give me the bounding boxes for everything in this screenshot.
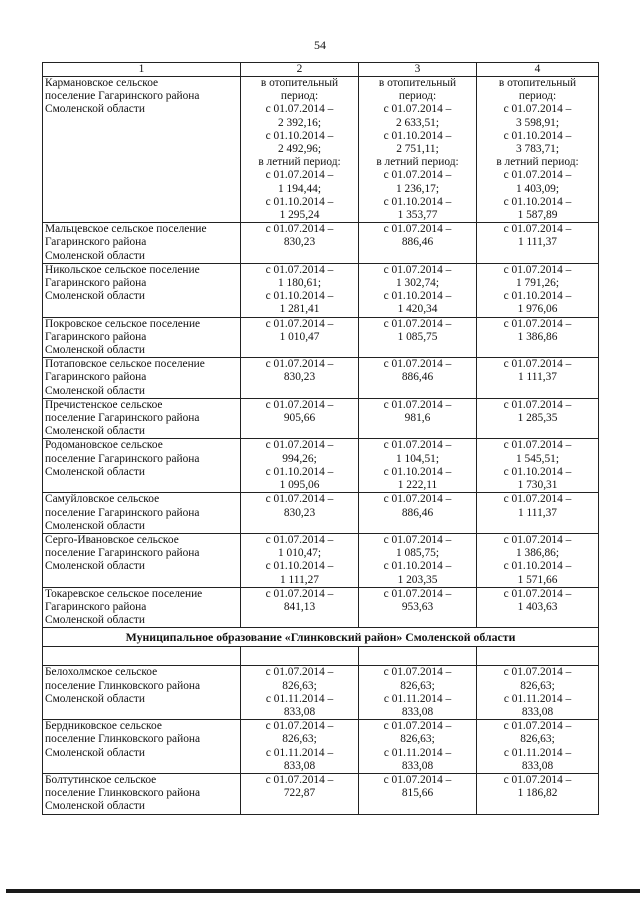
empty-cell [359, 647, 477, 666]
tariff-column-3-line: 1 236,17; [395, 182, 440, 195]
tariff-column-3-line: 981,6 [404, 412, 431, 425]
settlement-name-line: Смоленской области [45, 800, 145, 813]
tariff-column-2-line: с 01.11.2014 – [265, 746, 334, 759]
bottom-rule [6, 889, 640, 893]
tariff-column-2 [241, 533, 359, 587]
tariff-column-3-line: 886,46 [401, 371, 434, 384]
tariff-column-4-line: 1 791,26; [515, 277, 560, 290]
tariff-column-2-line: с 01.10.2014 – [265, 195, 334, 208]
tariff-column-4-line: с 01.10.2014 – [503, 465, 572, 478]
table-row [43, 223, 599, 264]
tariff-column-4-line: с 01.07.2014 – [503, 398, 572, 411]
tariff-column-4-line: с 01.07.2014 – [503, 666, 572, 679]
settlement-name-line: Покровское сельское поселение [45, 317, 201, 330]
tariff-column-2-line: с 01.07.2014 – [265, 169, 334, 182]
tariff-column-3-line: 2 751,11; [396, 143, 439, 156]
tariff-column-4-line: с 01.07.2014 – [503, 720, 572, 733]
tariff-column-4 [477, 358, 599, 399]
settlement-name [43, 587, 241, 628]
settlement-name-line: Токаревское сельское поселение [45, 587, 203, 600]
settlement-name-line: поселение Глинковского района [45, 787, 201, 800]
tariff-column-3 [359, 773, 477, 814]
settlement-name-line: Смоленской области [45, 290, 145, 303]
table-row [43, 77, 599, 223]
settlement-name-line: Смоленской области [45, 344, 145, 357]
tariff-column-4 [477, 223, 599, 264]
tariff-column-3-line: 1 104,51; [395, 452, 440, 465]
tariff-column-2-line: с 01.07.2014 – [265, 263, 334, 276]
settlement-name-line: Смоленской области [45, 465, 145, 478]
tariff-column-4-line: с 01.07.2014 – [503, 533, 572, 546]
settlement-name-line: поселение Гагаринского района [45, 412, 200, 425]
tariff-column-3-line: с 01.11.2014 – [383, 692, 452, 705]
tariff-column-3-line: с 01.07.2014 – [383, 103, 452, 116]
settlement-name-line: поселение Глинковского района [45, 679, 201, 692]
tariff-column-2-line: с 01.07.2014 – [265, 720, 334, 733]
settlement-name-line: Смоленской области [45, 560, 145, 573]
tariff-column-2-line: с 01.10.2014 – [265, 290, 334, 303]
tariff-column-4-line: 1 403,63 [517, 600, 558, 613]
settlement-name-line: Серго-Ивановское сельское [45, 533, 179, 546]
settlement-name [43, 358, 241, 399]
tariff-column-2-line: с 01.07.2014 – [265, 358, 334, 371]
tariff-column-3 [359, 666, 477, 720]
tariff-column-2 [241, 223, 359, 264]
tariff-column-2-line: 1 010,47; [277, 547, 322, 560]
settlement-name-line: Болтутинское сельское [45, 773, 157, 786]
table-row [43, 358, 599, 399]
settlement-name-line: Гагаринского района [45, 371, 147, 384]
tariff-column-3-line: 833,08 [401, 705, 434, 718]
tariff-column-3-line: с 01.07.2014 – [383, 169, 452, 182]
tariff-column-3 [359, 398, 477, 439]
settlement-name-line: поселение Гагаринского района [45, 506, 200, 519]
tariff-column-3 [359, 223, 477, 264]
tariff-column-4-line: с 01.07.2014 – [503, 169, 572, 182]
tariff-column-4 [477, 439, 599, 493]
tariff-column-2 [241, 773, 359, 814]
tariff-column-4-line: с 01.07.2014 – [503, 587, 572, 600]
settlement-name-line: Смоленской области [45, 692, 145, 705]
tariff-column-4 [477, 317, 599, 358]
tariff-column-3-line: 1 085,75; [395, 547, 440, 560]
tariff-column-2-line: с 01.10.2014 – [265, 465, 334, 478]
settlement-name-line: поселение Гагаринского района [45, 547, 200, 560]
tariff-column-2-line: с 01.07.2014 – [265, 666, 334, 679]
table-row [43, 263, 599, 317]
tariff-column-4-line: 1 111,37 [517, 371, 558, 384]
tariff-column-4-line: 833,08 [521, 705, 554, 718]
tariff-column-3 [359, 77, 477, 223]
settlement-name-line: Гагаринского района [45, 236, 147, 249]
tariff-column-4-line: 1 186,82 [517, 787, 558, 800]
settlement-name [43, 398, 241, 439]
tariff-column-3-line: с 01.07.2014 – [383, 317, 452, 330]
tariff-column-4-line: период: [518, 90, 557, 103]
tariff-column-4-line: с 01.10.2014 – [503, 195, 572, 208]
tariff-column-2 [241, 587, 359, 628]
tariff-column-3 [359, 263, 477, 317]
settlement-name-line: Смоленской области [45, 746, 145, 759]
settlement-name [43, 223, 241, 264]
settlement-name [43, 317, 241, 358]
tariff-column-4-line: 1 386,86 [517, 330, 558, 343]
tariff-column-2-line: с 01.07.2014 – [265, 773, 334, 786]
tariff-column-3-line: с 01.07.2014 – [383, 263, 452, 276]
settlement-name-line: Смоленской области [45, 249, 145, 262]
tariff-column-4-line: 1 111,37 [517, 506, 558, 519]
tariff-column-2-line: 830,23 [283, 506, 316, 519]
table-row [43, 666, 599, 720]
tariff-column-3-line: 886,46 [401, 506, 434, 519]
tariff-column-2-line: с 01.07.2014 – [265, 587, 334, 600]
tariff-column-4 [477, 493, 599, 534]
tariff-column-3-line: 1 302,74; [395, 277, 440, 290]
tariff-column-3-line: с 01.07.2014 – [383, 439, 452, 452]
tariff-column-2-line: 841,13 [283, 600, 316, 613]
tariff-column-3-line: с 01.07.2014 – [383, 223, 452, 236]
table-row [43, 398, 599, 439]
tariff-column-2-line: в летний период: [258, 156, 341, 169]
tariff-column-4-line: с 01.07.2014 – [503, 223, 572, 236]
tariff-column-4-line: 1 587,89 [517, 209, 558, 222]
tariff-column-3-line: с 01.10.2014 – [383, 465, 452, 478]
tariff-column-4-line: 1 730,31 [517, 479, 558, 492]
tariff-column-3 [359, 317, 477, 358]
tariff-column-3-line: в летний период: [376, 156, 459, 169]
column-number-3: 3 [359, 63, 477, 77]
tariff-column-4 [477, 398, 599, 439]
settlement-name-line: Гагаринского района [45, 600, 147, 613]
tariff-column-2-line: 994,26; [282, 452, 317, 465]
tariff-column-3-line: 1 203,35 [397, 573, 438, 586]
settlement-name-line: Смоленской области [45, 103, 145, 116]
tariff-column-2 [241, 398, 359, 439]
table-row [43, 493, 599, 534]
tariff-column-2-line: с 01.07.2014 – [265, 223, 334, 236]
settlement-name-line: Мальцевское сельское поселение [45, 223, 207, 236]
settlement-name-line: Никольское сельское поселение [45, 263, 200, 276]
column-number-2: 2 [241, 63, 359, 77]
settlement-name [43, 533, 241, 587]
spacer-row [43, 647, 599, 666]
tariff-column-4-line: в отопительный [498, 77, 577, 89]
tariff-column-4-line: 1 403,09; [515, 182, 560, 195]
tariff-column-2-line: 833,08 [283, 705, 316, 718]
tariff-column-3-line: 833,08 [401, 759, 434, 772]
tariff-column-4-line: с 01.07.2014 – [503, 493, 572, 506]
tariff-column-3-line: с 01.10.2014 – [383, 129, 452, 142]
tariff-column-4-line: 826,63; [520, 679, 555, 692]
tariff-column-2-line: 1 194,44; [277, 182, 322, 195]
tariff-column-4-line: с 01.07.2014 – [503, 263, 572, 276]
tariff-column-2-line: 826,63; [282, 733, 317, 746]
tariff-column-3-line: 1 420,34 [397, 303, 438, 316]
page-number: 54 [314, 38, 326, 52]
tariff-column-3-line: период: [398, 90, 437, 103]
tariff-column-4-line: 3 598,91; [515, 116, 560, 129]
tariff-column-4-line: 1 285,35 [517, 412, 558, 425]
tariff-column-3 [359, 439, 477, 493]
tariff-column-2 [241, 263, 359, 317]
tariff-column-2 [241, 317, 359, 358]
tariff-column-2 [241, 439, 359, 493]
tariff-column-4-line: 826,63; [520, 733, 555, 746]
settlement-name-line: Смоленской области [45, 384, 145, 397]
tariff-column-3 [359, 493, 477, 534]
tariff-column-3-line: 2 633,51; [395, 116, 440, 129]
tariff-column-2-line: 1 295,24 [279, 209, 320, 222]
tariff-column-4-line: 1 545,51; [515, 452, 560, 465]
tariff-column-3-line: с 01.07.2014 – [383, 533, 452, 546]
tariff-column-3-line: с 01.07.2014 – [383, 358, 452, 371]
tariff-column-2 [241, 493, 359, 534]
empty-cell [477, 647, 599, 666]
tariff-column-2-line: с 01.07.2014 – [265, 398, 334, 411]
settlement-name-line: Бердниковское сельское [45, 720, 162, 733]
tariff-table [42, 62, 599, 815]
tariff-column-3-line: 826,63; [400, 679, 435, 692]
tariff-column-2-line: 1 180,61; [277, 277, 322, 290]
settlement-name [43, 666, 241, 720]
empty-cell [43, 647, 241, 666]
tariff-column-4 [477, 533, 599, 587]
tariff-column-3-line: 826,63; [400, 733, 435, 746]
tariff-column-3 [359, 358, 477, 399]
table-row [43, 439, 599, 493]
settlement-name-line: Гагаринского района [45, 277, 147, 290]
tariff-column-3-line: с 01.07.2014 – [383, 587, 452, 600]
tariff-column-2-line: 722,87 [283, 787, 316, 800]
tariff-column-3-line: с 01.10.2014 – [383, 290, 452, 303]
tariff-column-4-line: 3 783,71; [515, 143, 560, 156]
tariff-column-4-line: с 01.07.2014 – [503, 317, 572, 330]
settlement-name-line: Смоленской области [45, 425, 145, 438]
tariff-column-2-line: 833,08 [283, 759, 316, 772]
tariff-column-3 [359, 533, 477, 587]
table-row [43, 773, 599, 814]
settlement-name-line: Пречистенское сельское [45, 398, 163, 411]
settlement-name [43, 77, 241, 223]
tariff-column-3 [359, 587, 477, 628]
tariff-column-2-line: 2 392,16; [277, 116, 322, 129]
section-row [43, 628, 599, 647]
tariff-column-4-line: 1 571,66 [517, 573, 558, 586]
tariff-column-3-line: с 01.07.2014 – [383, 773, 452, 786]
settlement-name [43, 773, 241, 814]
settlement-name-line: Кармановское сельское [45, 77, 159, 89]
settlement-name [43, 720, 241, 774]
tariff-column-3-line: 1 085,75 [397, 330, 438, 343]
empty-cell [241, 647, 359, 666]
tariff-column-2-line: 2 492,96; [277, 143, 322, 156]
settlement-name-line: поселение Гагаринского района [45, 452, 200, 465]
tariff-column-4 [477, 77, 599, 223]
settlement-name [43, 263, 241, 317]
tariff-column-2 [241, 77, 359, 223]
tariff-column-4-line: с 01.07.2014 – [503, 358, 572, 371]
tariff-column-2-line: с 01.07.2014 – [265, 493, 334, 506]
column-number-1: 1 [43, 63, 241, 77]
tariff-column-4-line: с 01.11.2014 – [503, 692, 572, 705]
tariff-column-3-line: с 01.10.2014 – [383, 560, 452, 573]
tariff-column-4-line: с 01.07.2014 – [503, 439, 572, 452]
tariff-column-3-line: 1 353,77 [397, 209, 438, 222]
settlement-name-line: поселение Глинковского района [45, 733, 201, 746]
tariff-column-4-line: с 01.10.2014 – [503, 129, 572, 142]
table-row [43, 720, 599, 774]
tariff-column-4-line: 833,08 [521, 759, 554, 772]
column-number-4: 4 [477, 63, 599, 77]
tariff-column-2-line: с 01.07.2014 – [265, 317, 334, 330]
tariff-column-3-line: в отопительный [378, 77, 457, 89]
settlement-name-line: поселение Гагаринского района [45, 90, 200, 103]
tariff-column-2-line: 1 010,47 [279, 330, 320, 343]
tariff-column-2-line: 830,23 [283, 371, 316, 384]
tariff-column-2-line: 1 111,27 [279, 573, 320, 586]
settlement-name [43, 439, 241, 493]
tariff-column-4-line: с 01.10.2014 – [503, 290, 572, 303]
tariff-column-2-line: период: [280, 90, 319, 103]
table-row [43, 533, 599, 587]
tariff-column-4 [477, 587, 599, 628]
tariff-column-2 [241, 358, 359, 399]
settlement-name-line: Потаповское сельское поселение [45, 358, 205, 371]
tariff-column-2-line: в отопительный [260, 77, 339, 89]
tariff-column-4-line: 1 386,86; [515, 547, 560, 560]
tariff-column-3-line: с 01.10.2014 – [383, 195, 452, 208]
tariff-column-3-line: 1 222,11 [397, 479, 438, 492]
column-number-row [43, 63, 599, 77]
settlement-name-line: Смоленской области [45, 614, 145, 627]
tariff-column-3-line: 886,46 [401, 236, 434, 249]
settlement-name-line: Гагаринского района [45, 330, 147, 343]
tariff-column-3 [359, 720, 477, 774]
table-row [43, 317, 599, 358]
section-heading: Муниципальное образование «Глинковский район» Смоленской области [43, 628, 599, 647]
settlement-name-line: Белохолмское сельское [45, 666, 158, 679]
table-row [43, 587, 599, 628]
tariff-column-2-line: с 01.07.2014 – [265, 103, 334, 116]
tariff-column-3-line: 953,63 [401, 600, 434, 613]
tariff-column-4-line: 1 111,37 [517, 236, 558, 249]
settlement-name-line: Самуйловское сельское [45, 493, 160, 506]
tariff-column-2-line: 1 281,41 [279, 303, 320, 316]
tariff-column-2-line: с 01.10.2014 – [265, 560, 334, 573]
tariff-column-4-line: с 01.11.2014 – [503, 746, 572, 759]
tariff-table-body [43, 63, 599, 815]
tariff-column-4-line: в летний период: [496, 156, 579, 169]
settlement-name-line: Смоленской области [45, 519, 145, 532]
tariff-column-2 [241, 666, 359, 720]
tariff-column-3-line: с 01.11.2014 – [383, 746, 452, 759]
tariff-column-4-line: с 01.10.2014 – [503, 560, 572, 573]
tariff-column-4-line: с 01.07.2014 – [503, 103, 572, 116]
tariff-column-3-line: с 01.07.2014 – [383, 398, 452, 411]
settlement-name-line: Родомановское сельское [45, 439, 163, 452]
tariff-column-2-line: 826,63; [282, 679, 317, 692]
tariff-column-2-line: с 01.10.2014 – [265, 129, 334, 142]
tariff-column-3-line: с 01.07.2014 – [383, 493, 452, 506]
tariff-column-4-line: с 01.07.2014 – [503, 773, 572, 786]
settlement-name [43, 493, 241, 534]
tariff-column-2-line: с 01.11.2014 – [265, 692, 334, 705]
tariff-column-4-line: 1 976,06 [517, 303, 558, 316]
tariff-column-2 [241, 720, 359, 774]
tariff-column-4 [477, 263, 599, 317]
tariff-column-3-line: 815,66 [401, 787, 434, 800]
tariff-column-4 [477, 773, 599, 814]
tariff-column-4 [477, 666, 599, 720]
tariff-column-2-line: с 01.07.2014 – [265, 439, 334, 452]
tariff-column-3-line: с 01.07.2014 – [383, 720, 452, 733]
tariff-column-2-line: 1 095,06 [279, 479, 320, 492]
tariff-column-2-line: с 01.07.2014 – [265, 533, 334, 546]
tariff-column-4 [477, 720, 599, 774]
tariff-column-2-line: 905,66 [283, 412, 316, 425]
tariff-column-2-line: 830,23 [283, 236, 316, 249]
tariff-column-3-line: с 01.07.2014 – [383, 666, 452, 679]
